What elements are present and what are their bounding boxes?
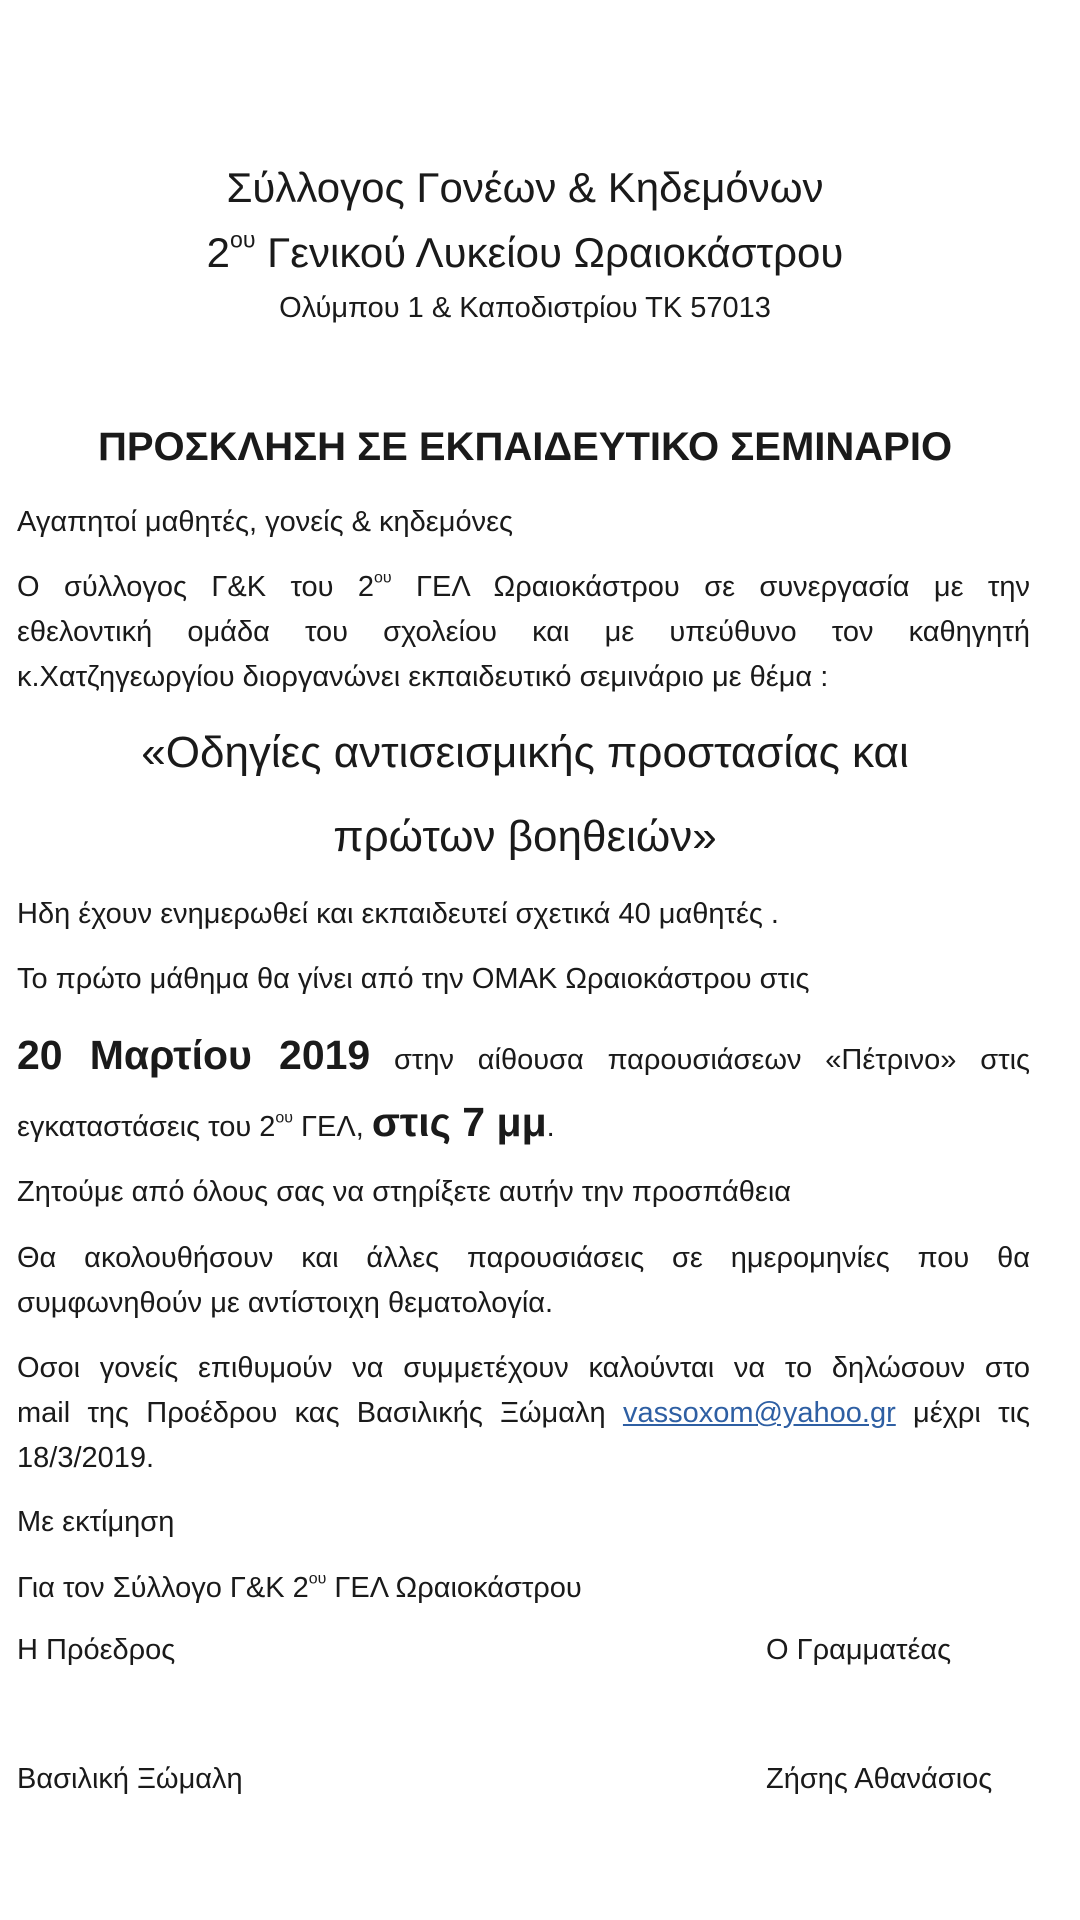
intro-line-2: εθελοντική ομάδα του σχολείου και με υπεύθυνο τον καθηγητή <box>17 616 1030 648</box>
email-link[interactable]: vassoxom@yahoo.gr <box>622 1397 896 1429</box>
event-date: 20 Μαρτίου 2019 <box>17 1032 371 1078</box>
event-time: στις 7 μμ <box>371 1099 547 1145</box>
followup-paragraph <box>17 1236 1030 1326</box>
event-date-line <box>17 1025 1030 1090</box>
association-name: Σύλλογος Γονέων & Κηδεμόνων <box>226 164 824 211</box>
seminar-topic-line-1: «Οδηγίες αντισεισμικής προστασίας και <box>141 728 909 777</box>
on-behalf-text: Για τον Σύλλογο Γ&Κ $2^{o\upsilon}$ ΓΕΛ Ωραιοκάστρου <box>17 1570 582 1604</box>
greeting: Αγαπητοί μαθητές, γονείς & κηδεμόνες <box>17 506 513 538</box>
intro-paragraph <box>17 565 1030 700</box>
participation-line-3: 18/3/2019. <box>17 1442 155 1474</box>
secretary-title: Ο Γραμματέας <box>766 1634 952 1666</box>
school-name-rest: Γενικού Λυκείου Ωραιοκάστρου <box>255 229 844 276</box>
document-title: ΠΡΟΣΚΛΗΣΗ ΣΕ ΕΚΠΑΙΔΕΥΤΙΚΟ ΣΕΜΙΝΑΡΙΟ <box>97 425 953 469</box>
president-name: Βασιλική Ξώμαλη <box>17 1763 243 1795</box>
intro-line-3: κ.Χατζηγεωργίου διοργανώνει εκπαιδευτικό σεμινάριο με θέμα : <box>17 661 829 693</box>
ordinal-suffix: ου <box>230 226 256 253</box>
already-trained-text: Ηδη έχουν ενημερωθεί και εκπαιδευτεί σχετικά 40 μαθητές . <box>17 898 779 930</box>
participation-line-1: Οσοι γονείς επιθυμούν να συμμετέχουν καλούνται να το δηλώσουν στο <box>17 1352 1030 1384</box>
secretary-name: Ζήσης Αθανάσιος <box>766 1763 993 1795</box>
intro-line-1: Ο σύλλογος Γ&Κ του $2^{o\upsilon}$ ΓΕΛ Ωραιοκάστρου σε συνεργασία με την <box>17 569 1030 603</box>
event-time-line: εγκαταστάσεις του $2^{o\upsilon}$ ΓΕΛ, στις 7 μμ. <box>17 1099 555 1145</box>
closing: Με εκτίμηση <box>17 1506 175 1538</box>
first-lesson-text: Το πρώτο μάθημα θα γίνει από την ΟΜΑΚ Ωραιοκάστρου στις <box>17 963 810 995</box>
school-name <box>0 228 1050 278</box>
school-number: 2 <box>206 229 230 276</box>
followup-line-2: συμφωνηθούν με αντίστοιχη θεματολογία. <box>17 1287 554 1319</box>
participation-paragraph <box>17 1346 1030 1481</box>
followup-line-1: Θα ακολουθήσουν και άλλες παρουσιάσεις σε ημερομηνίες που θα <box>17 1242 1030 1274</box>
support-text: Ζητούμε από όλους σας να στηρίξετε αυτήν την προσπάθεια <box>17 1176 792 1208</box>
seminar-topic-line-2: πρώτων βοηθειών» <box>333 812 717 861</box>
address: Ολύμπου 1 & Καποδιστρίου ΤΚ 57013 <box>279 292 771 324</box>
president-title: Η Πρόεδρος <box>17 1634 176 1666</box>
participation-line-2: mail της Προέδρου κας Βασιλικής Ξώμαλη vassoxom@yahoo.gr μέχρι τις <box>17 1397 1030 1429</box>
event-venue: στην αίθουσα παρουσιάσεων «Πέτρινο» στις <box>370 1044 1030 1076</box>
